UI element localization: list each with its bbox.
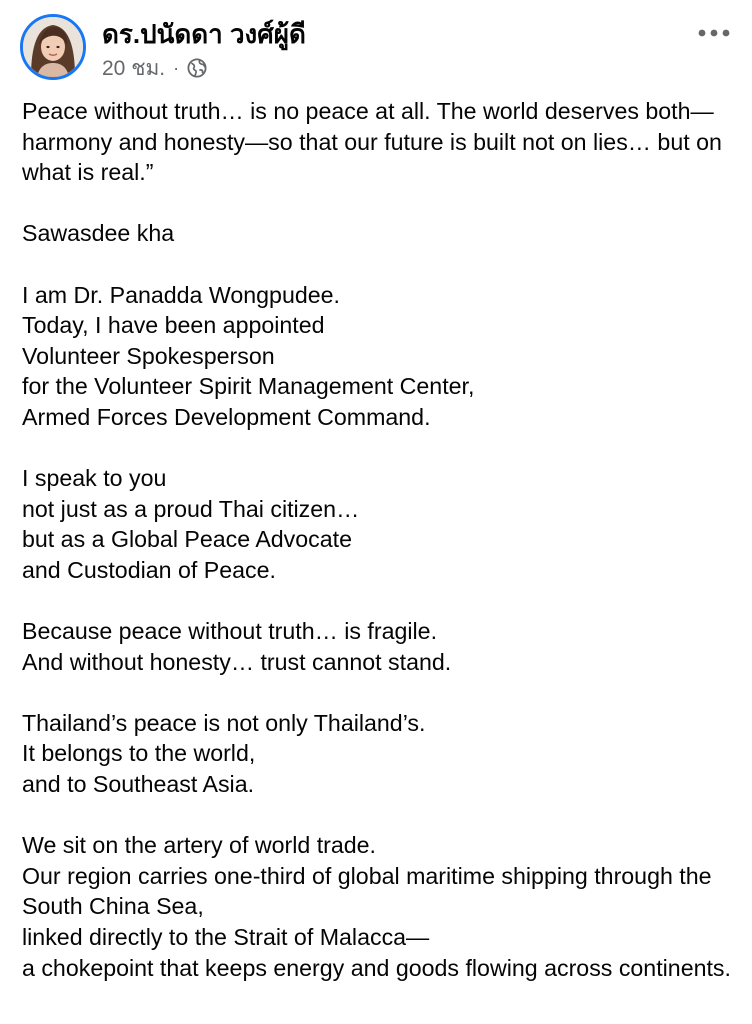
- post-paragraph: Thailand’s peace is not only Thailand’s. It belongs to the world, and to Southeast Asia.: [22, 709, 426, 798]
- avatar-photo: [23, 17, 83, 77]
- avatar[interactable]: [20, 14, 86, 80]
- post-paragraph: Because peace without truth… is fragile. And without honesty… trust cannot stand.: [22, 618, 452, 675]
- meta-separator: ·: [173, 57, 180, 78]
- more-horizontal-icon: [697, 28, 731, 38]
- post-header: [0, 0, 752, 90]
- post-text: [22, 96, 738, 983]
- post-timestamp[interactable]: 20 ชม.: [102, 56, 166, 80]
- post-meta: [102, 55, 207, 81]
- more-options-button[interactable]: [694, 16, 734, 50]
- post-paragraph: Sawasdee kha: [22, 220, 175, 247]
- post-paragraph: I am Dr. Panadda Wongpudee. Today, I have been appointed Volunteer Spokesperson for the Volunteer Spirit Management Center, Armed Forces Development Command.: [22, 281, 475, 430]
- author-name[interactable]: ดร.ปนัดดา วงศ์ผู้ดี: [102, 19, 306, 49]
- post-paragraph: I speak to you not just as a proud Thai citizen… but as a Global Peace Advocate and Custodian of Peace.: [22, 465, 360, 583]
- post-paragraph: Peace without truth… is no peace at all. The world deserves both—harmony and honesty—so that our future is built not on lies… but on what is real.”: [22, 98, 722, 186]
- globe-icon[interactable]: [187, 58, 207, 78]
- post-paragraph: We sit on the artery of world trade. Our region carries one-third of global maritime shipping through the South China Sea, linked directly to the Strait of Malacca— a chokepoint that keeps energy and goods flowing across continents.: [22, 832, 731, 981]
